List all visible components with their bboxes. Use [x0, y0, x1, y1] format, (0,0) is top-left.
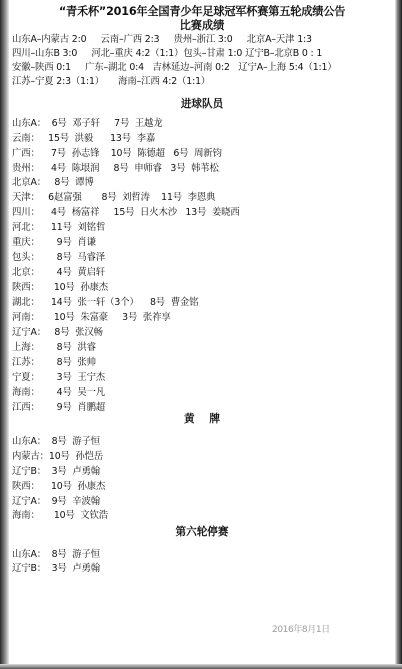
yellow-card-line: 辽宁B： 3号 卢勇翰: [12, 466, 100, 477]
yellow-card-line: 内蒙古：10号 孙恺岳: [12, 451, 104, 462]
scorer-line: 湖北： 14号 张一轩（3个） 8号 曹金铭: [12, 297, 199, 308]
result-line: 四川–山东B 3:0 河北–重庆 4:2（1:1）包头–甘肃 1:0 辽宁B–北京B 0 : 1: [12, 48, 323, 59]
result-line: 安徽–陕西 0:1 广东–湖北 0:4 吉林延边–河南 0:2 辽宁A–上海 5:4（1:1）: [12, 62, 337, 73]
scorer-line: 北京A： 8号 谭博: [12, 177, 94, 188]
scorer-line: 重庆： 9号 肖谦: [12, 237, 96, 248]
yellow-card-line: 辽宁A： 9号 辛波翰: [12, 496, 100, 507]
scorer-line: 陕西： 10号 孙康杰: [12, 282, 109, 293]
scorer-line: 贵州： 4号 陈垠润 8号 申师睿 3号 韩苇松: [12, 163, 219, 174]
scan-shadow-bottom: [0, 664, 402, 669]
yellow-card-line: 海南： 10号 文钦浩: [12, 510, 109, 521]
scorer-line: 河南： 10号 朱富豪 3号 张祚享: [12, 312, 171, 323]
scan-shadow-left: [0, 0, 9, 669]
scorer-line: 江西： 9号 肖鹏超: [12, 402, 106, 413]
suspension-line: 山东A： 8号 游子恒: [12, 549, 100, 560]
page-title: “青禾杯”2016年全国青少年足球冠军杯赛第五轮成绩公告: [58, 5, 346, 18]
scan-shadow-right: [395, 0, 402, 669]
yellow-card-line: 陕西： 10号 孙康杰: [12, 481, 106, 492]
scorer-line: 辽宁A： 8号 张汉畅: [12, 327, 103, 338]
scorer-line: 山东A： 6号 邓子轩 7号 王越龙: [12, 118, 163, 129]
scorer-line: 江苏： 8号 张帅: [12, 357, 96, 368]
scorer-line: 天津： 6赵富强 8号 刘哲涛 11号 李恩典: [12, 192, 216, 203]
suspension-heading: 第六轮停赛: [175, 526, 229, 538]
result-line: 山东A–内蒙古 2:0 云南–广西 2:3 贵州–浙江 3:0 北京A–天津 1:3: [12, 34, 312, 45]
scorer-line: 广西： 7号 孙志锋 10号 陈德超 6号 周新钧: [12, 148, 222, 159]
scorer-line: 河北： 11号 刘铭哲: [12, 222, 106, 233]
scorer-line: 包头： 8号 马睿泽: [12, 252, 106, 263]
date-stamp: 2016年8月1日: [272, 625, 330, 635]
scorer-line: 海南： 4号 吴一凡: [12, 387, 106, 398]
results-subtitle: 比赛成绩: [179, 19, 225, 32]
scorer-line: 四川： 4号 杨富祥 15号 日火木沙 13号 姜晓西: [12, 207, 240, 218]
yellow-card-line: 山东A： 8号 游子恒: [12, 436, 100, 447]
scorer-line: 宁夏： 3号 王宁杰: [12, 372, 106, 383]
scorers-heading: 进球队员: [180, 98, 224, 110]
scorer-line: 北京： 4号 黄启轩: [12, 267, 106, 278]
scorer-line: 云南： 15号 洪毅 13号 李嘉: [12, 133, 156, 144]
yellow-cards-heading: 黄 牌: [184, 413, 220, 425]
result-line: 江苏–宁夏 2:3（1:1） 海南–江西 4:2（1:1）: [12, 76, 211, 87]
scorer-line: 上海： 8号 洪睿: [12, 342, 96, 353]
suspension-line: 辽宁B： 3号 卢勇翰: [12, 563, 100, 574]
